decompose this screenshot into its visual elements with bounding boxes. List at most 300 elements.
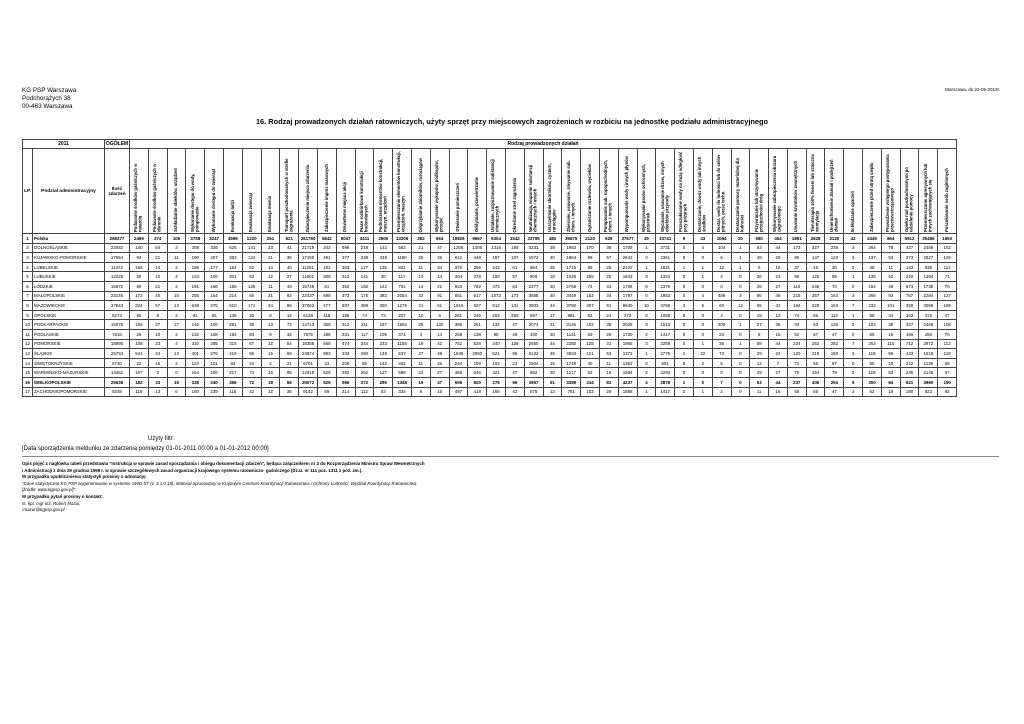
row-value: 7 — [844, 301, 863, 311]
row-value: 27 — [787, 262, 806, 272]
row-value: 255 — [505, 310, 524, 320]
row-value: 13 — [167, 301, 186, 311]
row-value: 427 — [900, 243, 919, 253]
row-value: 629 — [599, 234, 618, 244]
row-value: 118 — [223, 387, 242, 397]
row-value: 9 — [712, 358, 731, 368]
row-value: 1843 — [618, 272, 637, 282]
row-value: 67 — [242, 339, 261, 349]
row-value: 0 — [675, 310, 694, 320]
activity-column-header — [543, 149, 562, 234]
row-value: 9 — [675, 234, 694, 244]
row-value: 63 — [581, 368, 600, 378]
row-value: 401 — [186, 349, 205, 359]
activity-column-header — [167, 149, 186, 234]
row-value: 3231 — [524, 243, 543, 253]
row-value: 92 — [280, 291, 299, 301]
row-value: 2145 — [919, 368, 938, 378]
row-value: 190 — [186, 253, 205, 263]
row-value: 44 — [543, 301, 562, 311]
row-total: 37843 — [105, 301, 130, 311]
row-value: 239 — [205, 387, 224, 397]
activity-column-label: Tlenoterapia 100% tlenem lub sztuczna wentylacja — [809, 154, 820, 232]
row-value: 138 — [468, 329, 487, 339]
row-value: 0 — [844, 281, 863, 291]
row-value: 326 — [205, 243, 224, 253]
row-value: 103 — [863, 320, 882, 330]
row-value: 14 — [148, 262, 167, 272]
row-value: 44 — [769, 243, 788, 253]
row-value: 338 — [186, 377, 205, 387]
row-value: 173 — [787, 243, 806, 253]
row-value: 3 — [844, 291, 863, 301]
row-value: 20 — [543, 281, 562, 291]
row-value: 113 — [825, 310, 844, 320]
row-number: 7 — [23, 291, 33, 301]
footnote-regulation: i Administracji z dnia 29 grudnia 1999 r. w sprawie szczegółowych zasad organizacji krajowego systemu ratowniczo- gaśniczego (Dz.U. nr 111 poz. 1311 z póź. zm.). — [22, 467, 363, 473]
row-value: 2 — [844, 368, 863, 378]
table-row — [23, 310, 957, 320]
row-value: 375 — [919, 310, 938, 320]
activity-column-header — [261, 149, 280, 234]
row-value: 101 — [205, 358, 224, 368]
row-value: 2731 — [656, 243, 675, 253]
row-value: 340 — [487, 339, 506, 349]
row-value: 150 — [825, 349, 844, 359]
row-value: 14 — [261, 262, 280, 272]
row-value: 2120 — [825, 234, 844, 244]
row-value: 30486 — [919, 234, 938, 244]
row-value: 373 — [900, 253, 919, 263]
row-value: 47 — [825, 387, 844, 397]
row-value: 182 — [130, 377, 149, 387]
row-value: 3 — [844, 349, 863, 359]
row-value: 627 — [468, 301, 487, 311]
activity-column-header — [863, 149, 882, 234]
row-unit-name: DOLNOŚLĄSKIE — [33, 243, 105, 253]
row-value: 134 — [487, 320, 506, 330]
row-value: 2379 — [656, 281, 675, 291]
activity-column-label: Ewakuacja mienia — [267, 196, 273, 232]
row-value: 12 — [712, 262, 731, 272]
row-value: 0 — [693, 281, 712, 291]
row-value: 1592 — [393, 320, 412, 330]
row-value: 682 — [524, 368, 543, 378]
row-value: 820 — [468, 377, 487, 387]
row-value: 70 — [825, 281, 844, 291]
row-value: 24 — [769, 349, 788, 359]
row-value: 782 — [468, 281, 487, 291]
row-value: 63 — [505, 281, 524, 291]
row-value: 244 — [449, 358, 468, 368]
row-value: 9142 — [299, 387, 318, 397]
row-value: 49 — [280, 281, 299, 291]
row-value: 59 — [317, 387, 336, 397]
row-value: 86 — [806, 310, 825, 320]
row-value: 252 — [806, 339, 825, 349]
row-value: 123 — [186, 272, 205, 282]
row-value: 4 — [637, 377, 656, 387]
row-value: 27 — [411, 349, 430, 359]
row-value: 2650 — [524, 339, 543, 349]
row-value: 324 — [130, 301, 149, 311]
row-value: 31 — [599, 339, 618, 349]
row-value: 357 — [806, 291, 825, 301]
row-value: 646 — [468, 368, 487, 378]
row-total: 15872 — [105, 281, 130, 291]
row-value: 0 — [731, 349, 750, 359]
row-value: 63 — [750, 243, 769, 253]
row-value: 1362 — [618, 358, 637, 368]
row-value: 292 — [336, 368, 355, 378]
row-value: 12 — [261, 272, 280, 282]
row-value: 16 — [769, 387, 788, 397]
row-value: 164 — [205, 291, 224, 301]
row-value: 1635 — [449, 349, 468, 359]
row-value: 21 — [280, 358, 299, 368]
row-value: 47 — [938, 310, 957, 320]
row-value: 224 — [787, 339, 806, 349]
row-value: 11 — [881, 262, 900, 272]
row-value: 372 — [355, 377, 374, 387]
row-value: 22 — [693, 349, 712, 359]
row-value: 2074 — [524, 320, 543, 330]
activity-column-header — [242, 149, 261, 234]
row-value: 0 — [712, 281, 731, 291]
row-value: 39 — [543, 243, 562, 253]
row-value: 1417 — [656, 329, 675, 339]
row-value: 192 — [223, 329, 242, 339]
row-value: 73 — [712, 349, 731, 359]
table-row — [23, 262, 957, 272]
row-value: 13 — [769, 310, 788, 320]
row-number: 3 — [23, 253, 33, 263]
row-unit-name: MAZOWIECKIE — [33, 301, 105, 311]
row-value: 141 — [355, 272, 374, 282]
row-value: 142 — [374, 358, 393, 368]
row-value: 11 — [750, 387, 769, 397]
row-value: 13 — [167, 349, 186, 359]
activity-column-label: Ewakuacja ludzi — [229, 199, 235, 232]
row-value: 242 — [487, 262, 506, 272]
row-value: 255 — [581, 272, 600, 282]
row-value: 214 — [223, 291, 242, 301]
activity-column-header — [186, 149, 205, 234]
row-value: 344 — [355, 339, 374, 349]
row-value: 38 — [599, 320, 618, 330]
row-unit-name: OPOLSKIE — [33, 310, 105, 320]
row-value: 0 — [731, 377, 750, 387]
row-value: 2054 — [393, 291, 412, 301]
footnote-source-url: [źródło: www.kgpsp.gov.pl]". — [22, 487, 77, 493]
row-value: 266 — [863, 291, 882, 301]
row-value: 1394 — [919, 272, 938, 282]
row-value: 25 — [411, 253, 430, 263]
row-value: 208 — [712, 320, 731, 330]
row-value: 185 — [223, 281, 242, 291]
row-value: 4 — [712, 272, 731, 282]
row-value: 28 — [599, 387, 618, 397]
row-unit-name: WARMIŃSKO-MAZURSKIE — [33, 368, 105, 378]
row-value: 69 — [280, 349, 299, 359]
row-value: 56 — [806, 387, 825, 397]
row-value: 2755 — [562, 281, 581, 291]
row-value: 63 — [242, 272, 261, 282]
row-value: 0 — [675, 358, 694, 368]
row-total: 22082 — [105, 243, 130, 253]
row-value: 23 — [505, 358, 524, 368]
row-value: 11 — [599, 358, 618, 368]
row-value: 220 — [806, 301, 825, 311]
row-value: 232 — [863, 301, 882, 311]
row-value: 34 — [430, 262, 449, 272]
row-value: 54 — [280, 339, 299, 349]
row-value: 358 — [317, 320, 336, 330]
row-value: 377 — [336, 253, 355, 263]
row-value: 186 — [186, 262, 205, 272]
row-value: 1220 — [242, 234, 261, 244]
row-value: 186 — [317, 329, 336, 339]
row-value: 35 — [280, 387, 299, 397]
row-value: 13206 — [393, 234, 412, 244]
row-number: 6 — [23, 281, 33, 291]
row-value: 74 — [242, 368, 261, 378]
row-value: 82 — [938, 387, 957, 397]
row-value: 1206 — [449, 243, 468, 253]
row-value: 43 — [693, 234, 712, 244]
row-value: 175 — [355, 291, 374, 301]
row-value: 767 — [900, 291, 919, 301]
row-value: 382 — [374, 291, 393, 301]
footnote-contact-heading: W przypadku pytań prosimy o kontakt: — [22, 493, 103, 499]
row-value: 2449 — [863, 234, 882, 244]
row-value: 1139 — [919, 358, 938, 368]
row-value: 8 — [411, 387, 430, 397]
row-value: 27 — [769, 368, 788, 378]
activity-column-header — [449, 149, 468, 234]
row-value: 14713 — [299, 320, 318, 330]
activity-column-label: Wykonanie dostępu do wody, pompowanie — [189, 173, 200, 232]
row-value: 0 — [731, 368, 750, 378]
row-value: 220 — [900, 272, 919, 282]
row-value: 85 — [863, 358, 882, 368]
row-value: 82 — [599, 377, 618, 387]
activity-column-label: Transport poszkodowanych w strefie zagrożenia — [283, 158, 294, 232]
row-value: 0 — [675, 272, 694, 282]
year-cell: 2011 — [23, 140, 105, 149]
row-value: 612 — [449, 253, 468, 263]
row-value: 74 — [355, 310, 374, 320]
row-value: 1406 — [468, 243, 487, 253]
row-value: 6701 — [299, 358, 318, 368]
row-value: 63 — [581, 329, 600, 339]
row-value: 1324 — [656, 272, 675, 282]
row-value: 491 — [317, 253, 336, 263]
row-value: 2 — [167, 310, 186, 320]
row-value: 2803 — [524, 301, 543, 311]
row-value: 308 — [186, 243, 205, 253]
row-value: 1 — [693, 339, 712, 349]
row-value: 57 — [148, 301, 167, 311]
row-value: 2 — [712, 387, 731, 397]
row-value: 3 — [844, 253, 863, 263]
row-value: 25 — [411, 320, 430, 330]
row-value: 29 — [750, 368, 769, 378]
row-value: 0 — [637, 253, 656, 263]
row-value: 23 — [769, 272, 788, 282]
activity-column-header — [468, 149, 487, 234]
activity-column-header — [374, 149, 393, 234]
row-value: 9 — [430, 310, 449, 320]
row-value: 3 — [637, 320, 656, 330]
row-value: 47 — [430, 377, 449, 387]
row-value: 91 — [186, 310, 205, 320]
row-value: 49 — [430, 349, 449, 359]
row-value: 1085 — [656, 310, 675, 320]
row-value: 2775 — [656, 349, 675, 359]
row-value: 7 — [769, 358, 788, 368]
sender-address — [22, 87, 76, 111]
row-value: 617 — [468, 291, 487, 301]
count-header: Ilość zdarzeń — [105, 149, 130, 234]
row-value: 17 — [543, 310, 562, 320]
row-value: 937 — [336, 301, 355, 311]
row-value: 65 — [205, 310, 224, 320]
activity-column-header — [731, 149, 750, 234]
activity-column-label: Wykonywanie zabezpieczenia obszaru zagrożonego — [772, 155, 782, 232]
row-value: 0 — [731, 310, 750, 320]
row-value: 1 — [731, 243, 750, 253]
row-value: 30 — [825, 262, 844, 272]
row-value: 63 — [806, 320, 825, 330]
row-value: 529 — [317, 368, 336, 378]
row-value: 21719 — [299, 243, 318, 253]
row-value: 762 — [449, 339, 468, 349]
row-value: 219 — [806, 349, 825, 359]
row-unit-name: Polska — [33, 234, 105, 244]
row-value: 0 — [844, 358, 863, 368]
row-value: 106 — [205, 272, 224, 282]
activity-column-label: Neutralizacja, wiązanie substancji chemicznych i innych — [528, 164, 538, 232]
row-value: 27 — [430, 368, 449, 378]
row-value: 2642 — [618, 253, 637, 263]
row-value: 338 — [355, 253, 374, 263]
row-value: 137 — [863, 253, 882, 263]
row-value: 370 — [449, 262, 468, 272]
row-number: 8 — [23, 301, 33, 311]
row-value: 3247 — [205, 234, 224, 244]
table-row — [23, 253, 957, 263]
row-value: 154 — [223, 262, 242, 272]
row-value: 29 — [599, 329, 618, 339]
row-value: 374 — [148, 234, 167, 244]
row-value: 358 — [223, 377, 242, 387]
activity-column-header — [317, 149, 336, 234]
row-value: 0 — [693, 320, 712, 330]
row-value: 9667 — [468, 234, 487, 244]
activity-column-label: Prowadzenie wstępnego postępowania przeciwwstrząsowego — [885, 154, 895, 232]
activity-column-label: Dostarczanie pomocy materialnej dla ludności — [734, 158, 745, 232]
row-value: 321 — [487, 368, 506, 378]
row-value: 3359 — [562, 377, 581, 387]
row-unit-name: LUBELSKIE — [33, 262, 105, 272]
activity-column-label: Przemieszczanie elementów konstrukcji, urządzeń, maszyn — [396, 151, 407, 232]
unit-header: Podział administracyjny — [33, 149, 105, 234]
row-value: 0 — [637, 358, 656, 368]
row-value: 84 — [223, 358, 242, 368]
row-value: 14 — [430, 329, 449, 339]
row-value: 1 — [731, 339, 750, 349]
row-value: 654 — [430, 234, 449, 244]
row-value: 14 — [280, 310, 299, 320]
row-value: 10 — [148, 272, 167, 282]
row-value: 21 — [543, 320, 562, 330]
row-value: 26 — [430, 358, 449, 368]
row-value: 33741 — [656, 234, 675, 244]
row-value: 0 — [675, 243, 694, 253]
row-total: 6730 — [105, 358, 130, 368]
row-value: 2 — [637, 368, 656, 378]
row-value: 1708 — [618, 281, 637, 291]
row-value: 128 — [806, 272, 825, 282]
row-value: 0 — [675, 320, 694, 330]
row-value: 2972 — [919, 339, 938, 349]
row-value: 93 — [130, 253, 149, 263]
row-value: 18 — [543, 272, 562, 282]
row-value: 33 — [148, 377, 167, 387]
row-value: 49 — [543, 349, 562, 359]
activity-column-header — [430, 149, 449, 234]
row-value: 246 — [806, 281, 825, 291]
row-value: 366 — [449, 320, 468, 330]
row-value: 17 — [167, 320, 186, 330]
row-value: 474 — [336, 339, 355, 349]
activity-column-label: Przeszukiwanie wody na dużą odległość przy pożarach — [678, 151, 688, 232]
activity-column-header — [524, 149, 543, 234]
row-value: 48 — [881, 281, 900, 291]
row-value: 102 — [938, 243, 957, 253]
row-value: 327 — [806, 243, 825, 253]
row-value: 350 — [374, 301, 393, 311]
row-number: 9 — [23, 310, 33, 320]
row-value: 712 — [900, 339, 919, 349]
row-value: 0 — [675, 368, 694, 378]
row-value: 185 — [336, 310, 355, 320]
row-value: 883 — [317, 349, 336, 359]
row-value: 3 — [675, 301, 694, 311]
row-value: 2120 — [581, 234, 600, 244]
row-value: 60 — [242, 291, 261, 301]
row-value: 582 — [393, 243, 412, 253]
row-value: 118 — [130, 387, 149, 397]
activity-column-label: Prace rozbiórkowe konstrukcji budowlanych — [358, 171, 369, 232]
row-value: 310 — [186, 339, 205, 349]
row-value: 35675 — [562, 234, 581, 244]
row-value: 20 — [543, 368, 562, 378]
row-value: 233 — [374, 339, 393, 349]
row-value: 14 — [411, 281, 430, 291]
activity-column-label: Opieka nad poszkodowanymi po udzieleniu pomocy — [903, 167, 914, 232]
row-value: 62 — [881, 272, 900, 282]
row-value: 74 — [581, 281, 600, 291]
activity-column-header — [355, 149, 374, 234]
row-value: 71 — [938, 272, 957, 282]
row-value: 112 — [938, 339, 957, 349]
row-unit-name: ZACHODNIOPOMORSKIE — [33, 387, 105, 397]
row-value: 222 — [900, 358, 919, 368]
row-value: 15 — [167, 377, 186, 387]
row-value: 2 — [261, 358, 280, 368]
